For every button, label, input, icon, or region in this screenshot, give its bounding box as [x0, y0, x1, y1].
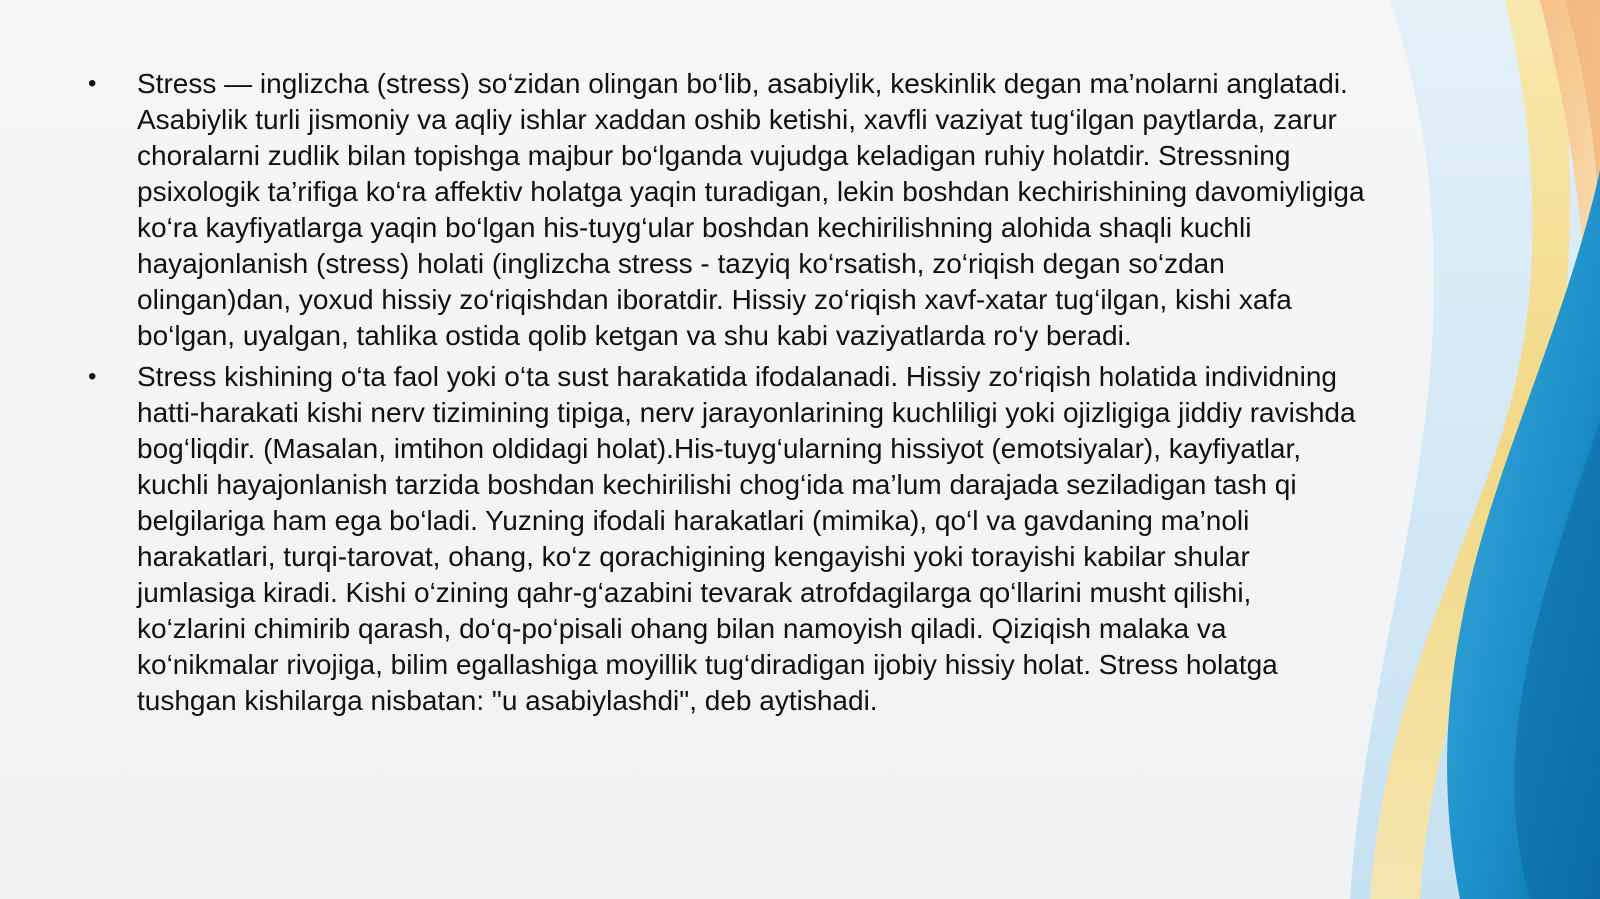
bullet-item [88, 359, 1368, 719]
bullet-icon: • [88, 363, 97, 390]
bullet-item [88, 66, 1368, 354]
bullet-icon: • [88, 70, 97, 97]
bullet-list [88, 66, 1368, 719]
bullet-text: Stress kishining o‘ta faol yoki o‘ta sust harakatida ifodalanadi. Hissiy zo‘riqish holatida individning hatti-harakati kishi nerv tizimining tipiga, nerv jarayonlarining kuchliligi yoki ojizligiga jiddiy ravishda bog‘liqdir. (Masalan, imtihon oldidagi holat).His-tuyg‘ularning hissiyot (emotsiyalar), kayfiyatlar, kuchli hayajonlanish tarzida boshdan kechirilishi chog‘ida ma’lum darajada seziladigan tash qi belgilariga ham ega bo‘ladi. Yuzning ifodali harakatlari (mimika), qo‘l va gavdaning ma’noli harakatlari, turqi-tarovat, ohang, ko‘z qorachigining kengayishi yoki torayishi kabilar shular jumlasiga kiradi. Kishi o‘zining qahr-g‘azabini tevarak atrofdagilarga qo‘llarini musht qilishi, ko‘zlarini chimirib qarash, do‘q-po‘pisali ohang bilan namoyish qiladi. Qiziqish malaka va ko‘nikmalar rivojiga, bilim egallashiga moyillik tug‘diradigan ijobiy hissiy holat. Stress holatga tushgan kishilarga nisbatan: "u asabiylashdi", deb aytishadi. [137, 361, 1356, 716]
slide-content [88, 66, 1368, 724]
bullet-text: Stress — inglizcha (stress) so‘zidan olingan bo‘lib, asabiylik, keskinlik degan ma’nolarni anglatadi. Asabiylik turli jismoniy va aqliy ishlar xaddan oshib ketishi, xavfli vaziyat tug‘ilgan paytlarda, zarur choralarni zudlik bilan topishga majbur bo‘lganda vujudga keladigan ruhiy holatdir. Stressning psixologik ta’rifiga ko‘ra affektiv holatga yaqin turadigan, lekin boshdan kechirishining davomiyligiga ko‘ra kayfiyatlarga yaqin bo‘lgan his-tuyg‘ular boshdan kechirilishning alohida shaqli kuchli hayajonlanish (stress) holati (inglizcha stress - tazyiq ko‘rsatish, zo‘riqish degan so‘zdan olingan)dan, yoxud hissiy zo‘riqishdan iboratdir. Hissiy zo‘riqish xavf-xatar tug‘ilgan, kishi xafa bo‘lgan, uyalgan, tahlika ostida qolib ketgan va shu kabi vaziyatlarda ro‘y beradi. [137, 68, 1365, 351]
